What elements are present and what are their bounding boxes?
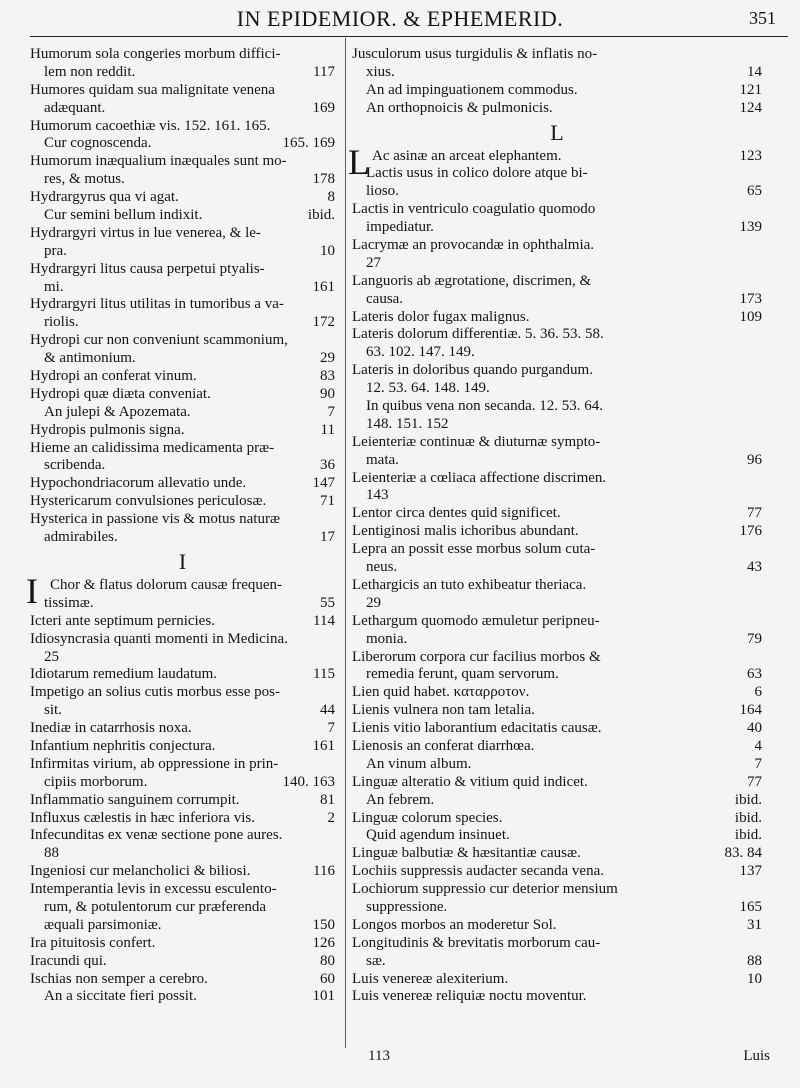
entry-text: riolis. bbox=[44, 314, 79, 331]
index-entry-line bbox=[30, 756, 335, 774]
index-entry-line bbox=[352, 165, 762, 183]
entry-text: res, & motus. bbox=[44, 171, 125, 188]
index-entry-line bbox=[30, 529, 335, 547]
entry-text: 148. 151. 152 bbox=[366, 415, 449, 432]
entry-text: 63. 102. 147. 149. bbox=[366, 344, 475, 361]
index-entry-line bbox=[352, 487, 762, 505]
index-entry-line bbox=[30, 702, 335, 720]
page-reference: 17 bbox=[320, 529, 335, 546]
entry-text: Cur semini bellum indixit. bbox=[44, 207, 203, 224]
index-entry-line bbox=[352, 577, 762, 595]
header-rule bbox=[30, 36, 788, 37]
entry-text: Lacrymæ an provocandæ in ophthalmia. bbox=[352, 237, 595, 254]
index-entry-line bbox=[30, 810, 335, 828]
index-entry-line bbox=[352, 344, 762, 362]
entry-text: Infirmitas virium, ab oppressione in prin- bbox=[30, 755, 279, 772]
page-reference: 80 bbox=[320, 952, 335, 969]
entry-text: æquali parsimoniæ. bbox=[44, 916, 162, 933]
page-reference: 36 bbox=[320, 457, 335, 474]
page-reference: 43 bbox=[747, 559, 762, 576]
entry-text: Icteri ante septimum pernicies. bbox=[30, 612, 215, 629]
entry-text: Hydrargyri virtus in lue venerea, & le- bbox=[30, 224, 261, 241]
index-entry-line bbox=[30, 279, 335, 297]
page-reference: 117 bbox=[313, 63, 335, 80]
index-entry-line bbox=[352, 237, 762, 255]
index-entry-line bbox=[30, 899, 335, 917]
entry-text: Lactis usus in colico dolore atque bi- bbox=[366, 165, 588, 182]
page-reference: 101 bbox=[312, 988, 335, 1005]
page-reference: 44 bbox=[320, 702, 335, 719]
page-reference: 63 bbox=[747, 666, 762, 683]
entry-text: Ira pituitosis confert. bbox=[30, 934, 156, 951]
page-reference: 121 bbox=[739, 81, 762, 98]
index-entry-line bbox=[30, 613, 335, 631]
entry-text: neus. bbox=[366, 559, 398, 576]
entry-text: Quid agendum insinuet. bbox=[366, 827, 510, 844]
entry-text: An febrem. bbox=[366, 791, 435, 808]
index-entry-line bbox=[30, 595, 335, 613]
index-entry-line bbox=[352, 684, 762, 702]
entry-text: sit. bbox=[44, 702, 62, 719]
page-reference: 109 bbox=[739, 308, 762, 325]
index-entry-line bbox=[30, 368, 335, 386]
entry-text: Hydrargyrus qua vi agat. bbox=[30, 189, 179, 206]
index-entry-line bbox=[352, 595, 762, 613]
index-entry-line bbox=[30, 82, 335, 100]
entry-text: impediatur. bbox=[366, 219, 434, 236]
entry-text: Lethargicis an tuto exhibeatur theriaca. bbox=[352, 576, 587, 593]
page-reference: 8 bbox=[327, 189, 335, 206]
index-entry-line bbox=[352, 291, 762, 309]
entry-text: 27 bbox=[366, 254, 381, 271]
page-reference: 7 bbox=[327, 720, 335, 737]
index-entry-line bbox=[30, 261, 335, 279]
page-reference: 114 bbox=[313, 612, 335, 629]
entry-text: 25 bbox=[44, 648, 59, 665]
index-entry-line bbox=[30, 135, 335, 153]
index-entry-line bbox=[30, 935, 335, 953]
entry-text: Lepra an possit esse morbus solum cuta- bbox=[352, 541, 596, 558]
entry-text: Liberorum corpora cur facilius morbos & bbox=[352, 648, 601, 665]
entry-text: rum, & potulentorum cur præferenda bbox=[44, 898, 267, 915]
index-entry-line bbox=[352, 398, 762, 416]
page-reference: 169 bbox=[312, 99, 335, 116]
entry-text: Hypochondriacorum allevatio unde. bbox=[30, 475, 247, 492]
index-entry-line bbox=[352, 452, 762, 470]
index-entry-line bbox=[30, 845, 335, 863]
index-entry-line bbox=[30, 774, 335, 792]
index-entry-line bbox=[30, 666, 335, 684]
entry-text: Influxus cælestis in hæc inferiora vis. bbox=[30, 809, 255, 826]
entry-text: Languoris ab ægrotatione, discrimen, & bbox=[352, 272, 592, 289]
entry-text: Hydrargyri litus causa perpetui ptyalis- bbox=[30, 260, 265, 277]
index-entry-line bbox=[352, 434, 762, 452]
page-reference: 165. 169 bbox=[282, 135, 335, 152]
entry-text: lem non reddit. bbox=[44, 63, 136, 80]
bottom-number: 113 bbox=[368, 1048, 390, 1064]
index-entry-line bbox=[352, 666, 762, 684]
entry-text: Infecunditas ex venæ sectione pone aures. bbox=[30, 827, 283, 844]
entry-text: Longitudinis & brevitatis morborum cau- bbox=[352, 934, 601, 951]
entry-text: Iracundi qui. bbox=[30, 952, 107, 969]
entry-text: scribenda. bbox=[44, 457, 106, 474]
entry-text: Jusculorum usus turgidulis & inflatis no- bbox=[352, 46, 598, 62]
entry-text: Idiosyncrasia quanti momenti in Medicina. bbox=[30, 630, 288, 647]
index-entry-line bbox=[352, 541, 762, 559]
entry-text: Humorum sola congeries morbum diffici- bbox=[30, 46, 281, 62]
column-divider bbox=[345, 38, 346, 1048]
page-reference: 139 bbox=[739, 219, 762, 236]
drop-cap: I bbox=[26, 570, 38, 611]
section-letter: I bbox=[178, 548, 187, 574]
index-entry-line bbox=[30, 46, 335, 64]
entry-text: Lactis in ventriculo coagulatio quomodo bbox=[352, 201, 596, 218]
index-entry-line bbox=[352, 219, 762, 237]
index-entry-line bbox=[30, 171, 335, 189]
entry-text: Lateris dolor fugax malignus. bbox=[352, 308, 530, 325]
index-entry-line bbox=[30, 314, 335, 332]
page-reference: 60 bbox=[320, 970, 335, 987]
page-reference: 178 bbox=[312, 171, 335, 188]
entry-text: Luis venereæ alexiterium. bbox=[352, 970, 509, 987]
entry-text: Hystericarum convulsiones periculosæ. bbox=[30, 493, 267, 510]
index-entry-line bbox=[30, 953, 335, 971]
entry-text: Lienosis an conferat diarrhœa. bbox=[352, 737, 535, 754]
index-entry-line bbox=[352, 827, 762, 845]
index-entry-line bbox=[352, 881, 762, 899]
index-entry-line bbox=[30, 100, 335, 118]
entry-text: Inediæ in catarrhosis noxa. bbox=[30, 720, 192, 737]
page-reference: 77 bbox=[747, 773, 762, 790]
entry-text: mi. bbox=[44, 278, 64, 295]
entry-text: Lienis vitio laborantium edacitatis causæ. bbox=[352, 720, 602, 737]
index-entry-line bbox=[352, 82, 762, 100]
index-entry-line bbox=[352, 362, 762, 380]
entry-text: Linguæ balbutiæ & hæsitantiæ causæ. bbox=[352, 845, 581, 862]
page-reference: 40 bbox=[747, 720, 762, 737]
page-reference: 4 bbox=[754, 737, 762, 754]
catchword: Luis bbox=[743, 1048, 770, 1064]
page-reference: 123 bbox=[739, 147, 762, 164]
entry-text: suppressione. bbox=[366, 898, 448, 915]
entry-text: Ingeniosi cur melancholici & biliosi. bbox=[30, 863, 251, 880]
entry-text: Lateris in doloribus quando purgandum. bbox=[352, 362, 593, 379]
index-entry-line bbox=[30, 118, 335, 136]
entry-text: An ad impinguationem commodus. bbox=[366, 81, 578, 98]
page-reference: 164 bbox=[739, 702, 762, 719]
index-entry-line bbox=[30, 225, 335, 243]
index-entry-line bbox=[30, 863, 335, 881]
page-reference: 116 bbox=[313, 863, 335, 880]
entry-text: Humorum inæqualium inæquales sunt mo- bbox=[30, 153, 287, 170]
entry-text: 12. 53. 64. 148. 149. bbox=[366, 380, 490, 397]
index-entry-line bbox=[352, 523, 762, 541]
index-entry-line bbox=[30, 153, 335, 171]
index-entry-line bbox=[352, 774, 762, 792]
index-entry-line bbox=[352, 613, 762, 631]
page-reference: 126 bbox=[312, 934, 335, 951]
index-entry-line bbox=[352, 738, 762, 756]
right-column bbox=[348, 46, 762, 1006]
entry-text: Leienteriæ a cœliaca affectione discrimen. bbox=[352, 469, 607, 486]
page-reference: 161 bbox=[312, 737, 335, 754]
index-entry-line bbox=[30, 207, 335, 225]
page-reference: ibid. bbox=[734, 827, 762, 844]
entry-text: sæ. bbox=[366, 952, 386, 969]
page-reference: 6 bbox=[754, 684, 762, 701]
index-entry-line bbox=[352, 756, 762, 774]
index-entry-line bbox=[352, 988, 762, 1006]
page-reference: 90 bbox=[320, 385, 335, 402]
page-reference: 79 bbox=[747, 630, 762, 647]
page-reference: 88 bbox=[747, 952, 762, 969]
index-entry-line bbox=[30, 792, 335, 810]
index-entry-line bbox=[352, 810, 762, 828]
section-letter: L bbox=[550, 119, 564, 145]
entry-text: monia. bbox=[366, 630, 408, 647]
index-entry-line bbox=[352, 971, 762, 989]
index-entry-line bbox=[352, 183, 762, 201]
index-entry-line bbox=[30, 386, 335, 404]
index-entry-line bbox=[352, 863, 762, 881]
page-reference: 11 bbox=[320, 421, 335, 438]
index-entry-line bbox=[30, 649, 335, 667]
entry-text: Hysterica in passione vis & motus naturæ bbox=[30, 511, 280, 528]
entry-text: Hydrargyri litus utilitas in tumoribus a va- bbox=[30, 296, 284, 313]
index-entry-line bbox=[30, 971, 335, 989]
index-entry-line bbox=[30, 988, 335, 1006]
index-entry-line bbox=[30, 738, 335, 756]
index-entry-line bbox=[352, 64, 762, 82]
page-reference: ibid. bbox=[734, 791, 762, 808]
index-entry-line bbox=[352, 505, 762, 523]
page-reference: 172 bbox=[312, 314, 335, 331]
page-reference: 7 bbox=[327, 403, 335, 420]
page-reference: 115 bbox=[313, 666, 335, 683]
index-entry-line bbox=[30, 332, 335, 350]
page-reference: 71 bbox=[320, 493, 335, 510]
entry-text: 143 bbox=[366, 487, 389, 504]
index-entry-line bbox=[352, 380, 762, 398]
page-reference: ibid. bbox=[734, 809, 762, 826]
page-reference: 81 bbox=[320, 791, 335, 808]
index-entry-line bbox=[352, 917, 762, 935]
index-entry-line bbox=[30, 457, 335, 475]
index-entry-line bbox=[352, 649, 762, 667]
page-reference: 165 bbox=[739, 898, 762, 915]
entry-text: & antimonium. bbox=[44, 350, 136, 367]
index-entry-line bbox=[30, 881, 335, 899]
page-reference: 96 bbox=[747, 451, 762, 468]
index-entry-line bbox=[352, 559, 762, 577]
drop-cap: L bbox=[348, 141, 370, 182]
index-entry-line bbox=[30, 404, 335, 422]
entry-text: Hydropi cur non conveniunt scammonium, bbox=[30, 332, 288, 349]
entry-text: mata. bbox=[366, 451, 399, 468]
index-entry-line bbox=[352, 720, 762, 738]
index-entry-line bbox=[352, 309, 762, 327]
page-number: 351 bbox=[749, 8, 776, 28]
page-reference: 150 bbox=[312, 916, 335, 933]
page-reference: 29 bbox=[320, 350, 335, 367]
index-entry-line bbox=[352, 255, 762, 273]
index-entry-line bbox=[30, 720, 335, 738]
index-entry-line bbox=[30, 350, 335, 368]
index-entry-line bbox=[352, 702, 762, 720]
index-entry-line bbox=[352, 631, 762, 649]
entry-text: Chor & flatus dolorum causæ frequen- bbox=[50, 576, 283, 593]
index-entry-line bbox=[30, 631, 335, 649]
page-reference: 124 bbox=[739, 99, 762, 116]
entry-text: Lien quid habet. καταρροτον. bbox=[352, 684, 530, 701]
entry-text: Lienis vulnera non tam letalia. bbox=[352, 702, 535, 719]
entry-text: Lateris dolorum differentiæ. 5. 36. 53. 58. bbox=[352, 326, 604, 343]
entry-text: An julepi & Apozemata. bbox=[44, 403, 191, 420]
page-reference: 140. 163 bbox=[282, 773, 335, 790]
entry-text: Idiotarum remedium laudatum. bbox=[30, 666, 218, 683]
entry-text: Leienteriæ continuæ & diuturnæ sympto- bbox=[352, 433, 601, 450]
index-entry-line bbox=[30, 684, 335, 702]
entry-text: Hydropi an conferat vinum. bbox=[30, 368, 197, 385]
entry-text: Lochiorum suppressio cur deterior mensium bbox=[352, 881, 618, 898]
entry-text: causa. bbox=[366, 290, 404, 307]
entry-text: Cur cognoscenda. bbox=[44, 135, 152, 152]
entry-text: Lethargum quomodo æmuletur peripneu- bbox=[352, 612, 600, 629]
entry-text: Ischias non semper a cerebro. bbox=[30, 970, 208, 987]
entry-text: Lentiginosi malis ichoribus abundant. bbox=[352, 523, 579, 540]
index-entry-line bbox=[30, 189, 335, 207]
index-entry-line bbox=[352, 273, 762, 291]
index-entry-line bbox=[30, 422, 335, 440]
index-entry-line bbox=[30, 440, 335, 458]
page-reference: 137 bbox=[739, 863, 762, 880]
page-reference: 14 bbox=[747, 63, 762, 80]
entry-text: In quibus vena non secanda. 12. 53. 64. bbox=[366, 398, 604, 415]
entry-text: Linguæ alteratio & vitium quid indicet. bbox=[352, 773, 588, 790]
index-entry-line bbox=[30, 296, 335, 314]
index-entry-line bbox=[352, 100, 762, 118]
page-reference: ibid. bbox=[307, 207, 335, 224]
page-reference: 83 bbox=[320, 368, 335, 385]
page-reference: 147 bbox=[312, 475, 335, 492]
page-reference: 10 bbox=[320, 242, 335, 259]
entry-text: cipiis morborum. bbox=[44, 773, 148, 790]
entry-text: An orthopnoicis & pulmonicis. bbox=[366, 99, 553, 116]
entry-text: pra. bbox=[44, 242, 67, 259]
entry-text: xius. bbox=[366, 63, 395, 80]
entry-text: remedia ferunt, quam servorum. bbox=[366, 666, 559, 683]
entry-text: Impetigo an solius cutis morbus esse pos- bbox=[30, 684, 280, 701]
entry-text: adæquant. bbox=[44, 99, 106, 116]
index-entry-line bbox=[352, 416, 762, 434]
index-entry-line bbox=[30, 827, 335, 845]
entry-text: Humorum cacoethiæ vis. 152. 161. 165. bbox=[30, 117, 271, 134]
index-entry-line bbox=[30, 475, 335, 493]
entry-text: Hydropis pulmonis signa. bbox=[30, 421, 185, 438]
page-reference: 83. 84 bbox=[724, 845, 762, 862]
index-entry-line bbox=[352, 792, 762, 810]
entry-text: Intemperantia levis in excessu esculento- bbox=[30, 881, 277, 898]
entry-text: Longos morbos an moderetur Sol. bbox=[352, 916, 557, 933]
page-reference: 77 bbox=[747, 505, 762, 522]
index-entry-line bbox=[352, 899, 762, 917]
entry-text: lioso. bbox=[366, 183, 399, 200]
page-reference: 31 bbox=[747, 916, 762, 933]
index-entry-line bbox=[30, 511, 335, 529]
page-reference: 176 bbox=[739, 523, 762, 540]
entry-text: Lochiis suppressis audacter secanda vena. bbox=[352, 863, 604, 880]
index-entry-line bbox=[352, 326, 762, 344]
entry-text: Hydropi quæ diæta conveniat. bbox=[30, 385, 211, 402]
entry-text: Lentor circa dentes quid significet. bbox=[352, 505, 561, 522]
index-entry-line bbox=[352, 201, 762, 219]
entry-text: Ac asinæ an arceat elephantem. bbox=[372, 147, 562, 164]
entry-text: Humores quidam sua malignitate venena bbox=[30, 81, 275, 98]
index-entry-line bbox=[30, 917, 335, 935]
entry-text: 29 bbox=[366, 594, 381, 611]
index-entry-line bbox=[352, 935, 762, 953]
index-entry-line bbox=[30, 64, 335, 82]
index-entry-line bbox=[352, 953, 762, 971]
index-entry-line bbox=[352, 46, 762, 64]
entry-text: Infantium nephritis conjectura. bbox=[30, 737, 216, 754]
entry-text: 88 bbox=[44, 845, 59, 862]
entry-text: An vinum album. bbox=[366, 755, 472, 772]
entry-text: An a siccitate fieri possit. bbox=[44, 988, 197, 1005]
page-reference: 65 bbox=[747, 183, 762, 200]
page-reference: 7 bbox=[754, 755, 762, 772]
entry-text: Linguæ colorum species. bbox=[352, 809, 503, 826]
entry-text: Luis venereæ reliquiæ noctu moventur. bbox=[352, 988, 587, 1005]
index-entry-line bbox=[30, 243, 335, 261]
left-column bbox=[26, 46, 335, 1006]
index-entry-line bbox=[30, 493, 335, 511]
entry-text: Inflammatio sanguinem corrumpit. bbox=[30, 791, 240, 808]
page-reference: 55 bbox=[320, 594, 335, 611]
running-head: IN EPIDEMIOR. & EPHEMERID. bbox=[236, 6, 564, 31]
page-reference: 10 bbox=[747, 970, 762, 987]
entry-text: tissimæ. bbox=[44, 594, 94, 611]
page-reference: 173 bbox=[739, 290, 762, 307]
index-entry-line bbox=[352, 470, 762, 488]
entry-text: Hieme an calidissima medicamenta præ- bbox=[30, 439, 275, 456]
page-reference: 2 bbox=[327, 809, 335, 826]
page-reference: 161 bbox=[312, 278, 335, 295]
index-entry-line bbox=[352, 845, 762, 863]
entry-text: admirabiles. bbox=[44, 529, 118, 546]
